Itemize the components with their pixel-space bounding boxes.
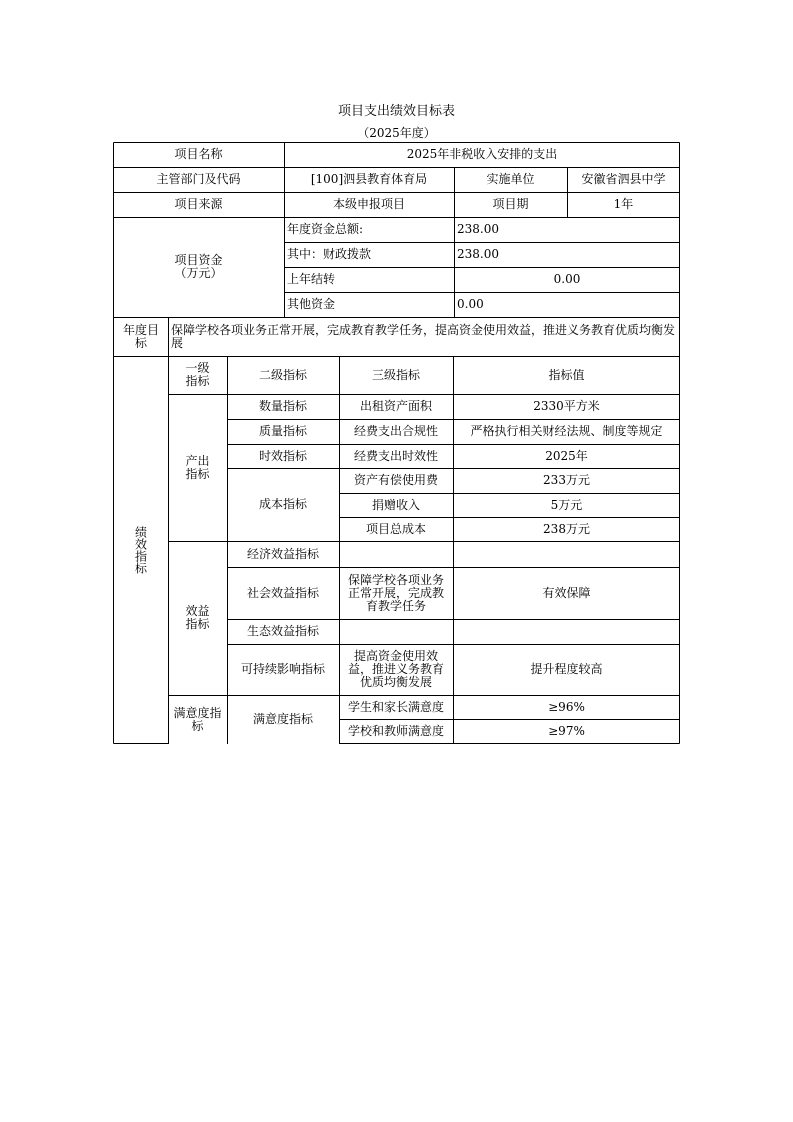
cost-indicator: 成本指标 [258,497,307,511]
impl-unit-label: 实施单位 [486,172,535,186]
row3-level3: 经费支出时效性 [353,448,438,463]
row2-value: 严格执行相关财经法规、制度等规定 [470,424,663,438]
indicators-group-label: 绩效指标 [133,526,148,574]
funds-fiscal-label: 其中：财政拨款 [287,247,372,261]
row4-level3: 资产有偿使用费 [353,473,438,487]
header-level1: 一级指标 [185,361,210,388]
row4-value: 233万元 [543,473,590,487]
funds-label-cell [113,217,284,317]
row1-level3: 出租资产面积 [359,399,432,413]
row11-value: ≥96% [548,699,585,714]
performance-table [113,142,680,744]
funds-fiscal-value: 238.00 [457,247,499,261]
row2-level3: 经费支出合规性 [353,424,438,438]
goal-text: 保障学校各项业务正常开展，完成教育教学任务，提高资金使用效益，推进义务教育优质均衡发展 [171,322,676,350]
funds-other-value: 0.00 [457,297,484,311]
source-label: 项目来源 [174,197,223,211]
source-value: 本级申报项目 [332,197,405,211]
sustainable-indicator: 可持续影响指标 [240,662,325,676]
impl-unit-value: 安徽省泗县中学 [581,172,666,186]
header-value: 指标值 [548,367,585,382]
row10-value: 提升程度较高 [530,662,603,676]
ecological-indicator: 生态效益指标 [246,624,319,638]
row8-level3: 保障学校各项业务正常开展，完成教育教学任务 [347,572,444,613]
row9-value [453,619,680,644]
row9-level3 [339,619,453,644]
row5-value: 5万元 [550,497,583,512]
doc-year-note: （2025年度） [357,126,436,140]
funds-label: 项目资金 [174,253,223,267]
dept-label: 主管部门及代码 [156,172,241,186]
row6-level3: 项目总成本 [365,521,426,536]
row7-value [453,541,680,567]
funds-carry-label: 上年结转 [287,272,336,286]
row11-level3: 学生和家长满意度 [347,699,444,714]
satisfaction-indicator-label: 满意度指标 [173,705,222,733]
benefit-indicator-label: 效益指标 [185,604,210,631]
funds-total-value: 238.00 [457,222,499,236]
satisfaction-level2: 满意度指标 [252,712,313,726]
quantity-indicator: 数量指标 [258,399,307,413]
row3-value: 2025年 [545,448,588,463]
row6-value: 238万元 [543,521,590,536]
social-indicator: 社会效益指标 [246,585,319,600]
header-level3: 三级指标 [371,367,420,382]
period-label: 项目期 [492,197,529,211]
timeliness-indicator: 时效指标 [258,448,307,463]
goal-label: 年度目标 [123,322,160,350]
row12-level3: 学校和教师满意度 [347,724,444,738]
row5-level3: 捐赠收入 [371,497,420,512]
row10-level3: 提高资金使用效益，推进义务教育优质均衡发展 [347,649,444,689]
row12-value: ≥97% [548,724,585,738]
period-value: 1年 [613,197,634,211]
funds-other-label: 其他资金 [287,297,336,311]
row7-level3 [339,541,453,567]
project-name-label: 项目名称 [174,147,223,161]
row1-value: 2330平方米 [533,399,600,413]
row8-value: 有效保障 [542,585,591,600]
economic-indicator: 经济效益指标 [246,546,319,561]
header-level2: 二级指标 [258,367,307,382]
project-name-value: 2025年非税收入安排的支出 [406,147,558,161]
funds-carry-value: 0.00 [553,272,581,286]
quality-indicator: 质量指标 [258,424,307,438]
dept-value: [100]泗县教育体育局 [310,172,428,186]
funds-total-label: 年度资金总额: [287,222,364,236]
output-indicator-label: 产出指标 [185,453,210,481]
doc-title: 项目支出绩效目标表 [337,104,455,119]
indicators-group-cell [113,356,168,744]
funds-unit: （万元） [174,266,223,280]
